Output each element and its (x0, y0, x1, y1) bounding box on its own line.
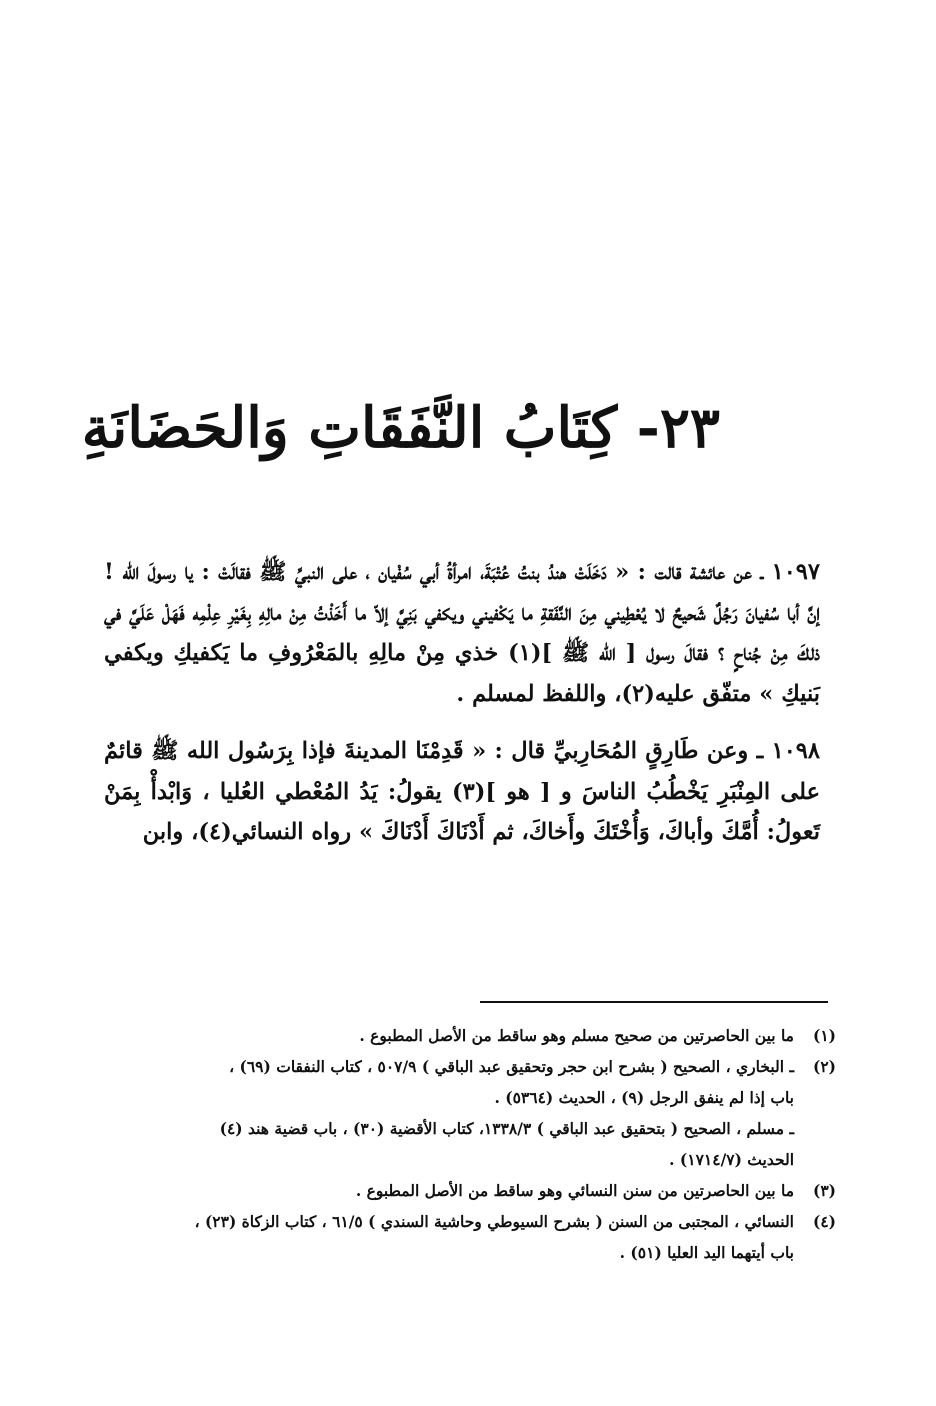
hadith-number: ١٠٩٨ ـ (756, 738, 820, 764)
footnote-text: ما بين الحاصرتين من صحيح مسلم وهو ساقط من الأصل المطبوع . (359, 1026, 794, 1045)
footnote-3 (112, 1175, 836, 1206)
footnote-4 (112, 1206, 836, 1237)
hadith-1098 (104, 731, 820, 853)
footnote-2-continuation: ـ مسلم ، الصحيح ( بتحقيق عبد الباقي ) ١٣٣٨/٣، كتاب الأقضية (٣٠) ، باب قضية هند (٤) (219, 1119, 794, 1138)
main-text (104, 552, 820, 870)
hadith-number: ١٠٩٧ ـ (760, 559, 820, 585)
footnote-number: (٣) (812, 1181, 836, 1200)
footnotes (112, 1020, 836, 1268)
footnote-number: (٤) (812, 1212, 836, 1231)
footnote-text: ما بين الحاصرتين من سنن النسائي وهو ساقط من الأصل المطبوع . (355, 1181, 794, 1200)
footnote-number: (٢) (812, 1057, 836, 1076)
footnote-2 (112, 1051, 836, 1082)
hadith-text: وعن طَارِقٍ المُحَارِبيِّ قال : « قَدِمْنَا المدينةَ فإذا بِرَسُول الله ﷺ قائمٌ على المِنْبَرِ يَخْطُبُ الناسَ و [ هو ](٣) يقولُ: يَدُ المُعْطي العُليا ، وَابْدأْ بِمَنْ تَعولُ: أُمَّكَ وأباكَ، وَأُخْتَكَ وأَخاكَ، ثم أَدْنَاكَ أَدْنَاكَ » رواه النسائي(٤)، وابن (104, 738, 821, 845)
footnote-number: (١) (812, 1026, 836, 1045)
footnote-1 (112, 1020, 836, 1051)
footnote-text: ـ البخاري ، الصحيح ( بشرح ابن حجر وتحقيق عبد الباقي ) ٥٠٧/٩ ، كتاب النفقات (٦٩) ، (229, 1057, 794, 1076)
chapter-title: ٢٣- كِتَابُ النَّفَقَاتِ وَالحَضَانَةِ (81, 395, 720, 461)
hadith-1097 (104, 552, 820, 714)
footnote-4-continuation: باب أيتهما اليد العليا (٥١) . (619, 1243, 794, 1262)
footnote-divider (480, 1001, 828, 1003)
footnote-2-continuation: الحديث (١٧١٤/٧) . (669, 1150, 794, 1169)
hadith-text: عن عائشة قالت : « دَخَلَتْ هندُ بنتُ عُتْبَةَ، امرأةُ أبي سُفْيان ، على النبيِّ ﷺ فقالَتْ : يا رسولَ الله ! إنَّ أبا سُفيانَ رَجُلٌ شَحيحٌ لا يُعْطِيني مِنَ النَّفَقةِ ما يَكْفيني ويكفي بَنِيَّ إلاّ ما أَخَذْتُ مِنْ مالِهِ بِغَيْرِ عِلْمِه فَهَلْ عَلَيَّ في ذلكَ مِنْ جُناحٍ ؟ فقالَ رسول [ الله ﷺ ](١) خذي مِنْ مالِهِ بالمَعْرُوفِ ما يَكفيكِ ويكفي بَنيكِ » متفّق عليه(٢)، واللفظ لمسلم . (104, 559, 820, 707)
footnote-text: النسائي ، المجتبى من السنن ( بشرح السيوطي وحاشية السندي ) ٦١/٥ ، كتاب الزكاة (٢٣) ، (194, 1212, 794, 1231)
footnote-2-continuation: باب إذا لم ينفق الرجل (٩) ، الحديث (٥٣٦٤) . (494, 1088, 794, 1107)
